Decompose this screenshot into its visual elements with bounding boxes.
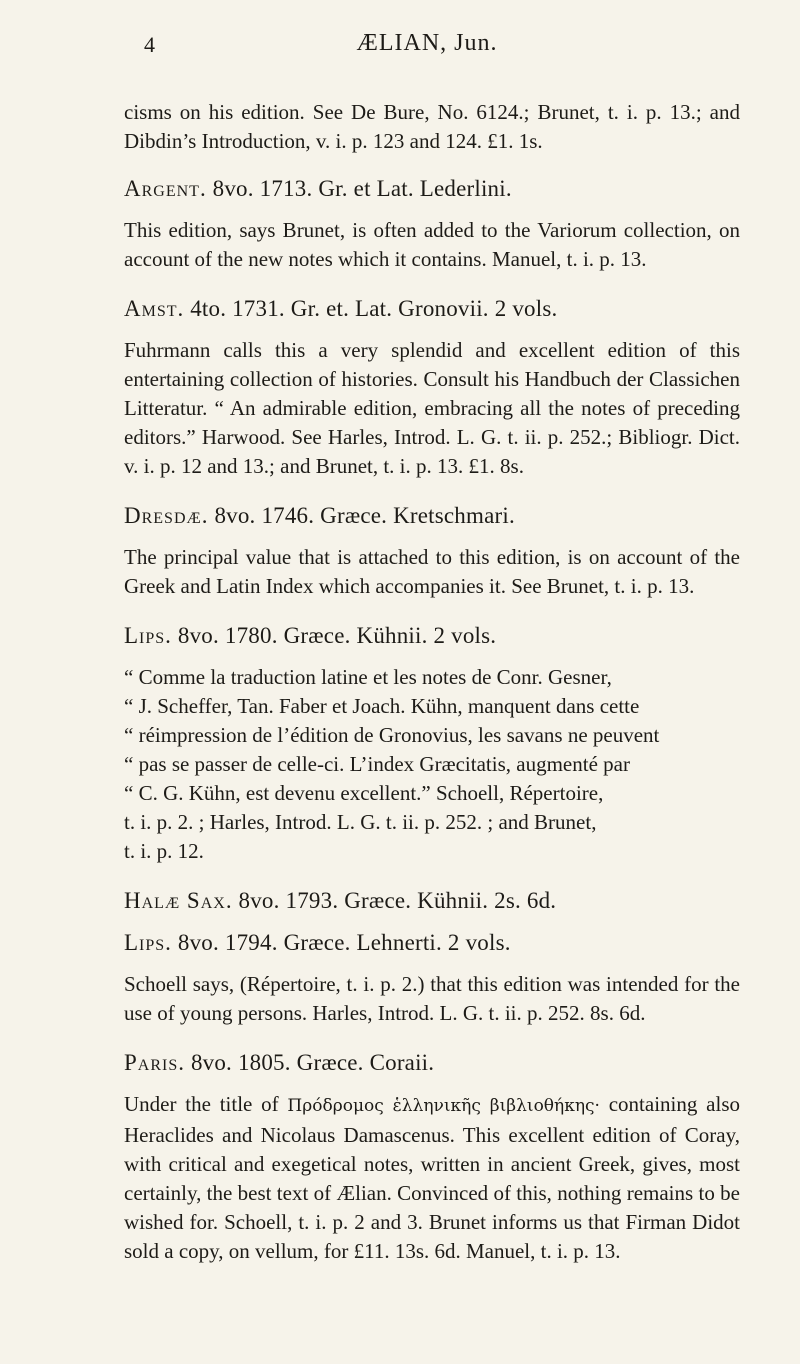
entry-amst [124, 294, 740, 481]
entry-details: 8vo. 1805. Græce. Coraii. [190, 1050, 435, 1075]
entry-body: Schoell says, (Répertoire, t. i. p. 2.) that this edition was intended for the use of young persons. Harles, Introd. L. G. t. ii. p. 252. 8s. 6d. [124, 972, 740, 1025]
entry-heading [124, 928, 740, 958]
entry-details: 4to. 1731. Gr. et. Lat. Gronovii. 2 vols. [190, 296, 558, 321]
intro-paragraph: cisms on his edition. See De Bure, No. 6124.; Brunet, t. i. p. 13.; and Dibdin’s Introduction, v. i. p. 123 and 124. £1. 1s. [124, 100, 740, 153]
entry-paris [124, 1048, 740, 1266]
page-content [124, 98, 740, 1266]
entry-body: The principal value that is attached to this edition, is on account of the Greek and Latin Index which accompanies it. See Brunet, t. i. p. 13. [124, 545, 740, 598]
quote-line: “ Comme la traduction latine et les notes de Conr. Gesner, [124, 665, 612, 689]
quote-line: “ réimpression de l’édition de Gronovius, les savans ne peuvent [124, 723, 660, 747]
entry-details: 8vo. 1794. Græce. Lehnerti. 2 vols. [177, 930, 511, 955]
entry-quote-body [124, 663, 740, 866]
entry-lips-1794 [124, 928, 740, 1028]
entry-body: Fuhrmann calls this a very splendid and excellent edition of this entertaining collection of histories. Consult his Handbuch der Classichen Litteratur. “ An admirable edition, embracing all the notes of preceding editors.” Harwood. See Harles, Introd. L. G. t. ii. p. 252.; Bibliogr. Dict. v. i. p. 12 and 13.; and Brunet, t. i. p. 13. £1. 8s. [124, 338, 740, 478]
entry-argent [124, 174, 740, 274]
entry-heading [124, 886, 740, 916]
entry-place: Argent. [124, 176, 207, 201]
entry-details: 8vo. 1746. Græce. Kretschmari. [214, 503, 515, 528]
entry-heading [124, 501, 740, 531]
entry-place: Paris. [124, 1050, 185, 1075]
entry-details: 8vo. 1793. Græce. Kühnii. 2s. 6d. [238, 888, 557, 913]
entry-body-start: Under the title of [124, 1092, 288, 1116]
entry-place: Halæ Sax. [124, 888, 233, 913]
quote-line: t. i. p. 2. ; Harles, Introd. L. G. t. ii. p. 252. ; and Brunet, [124, 810, 597, 834]
quote-line: “ pas se passer de celle-ci. L’index Græcitatis, augmenté par [124, 752, 630, 776]
greek-title: Πρόδρομος ἑλληνικῆς βιβλιοθήκης· [287, 1096, 600, 1116]
entry-heading [124, 1048, 740, 1078]
page-header-title: ÆLIAN, Jun. [356, 30, 498, 56]
entry-place: Lips. [124, 930, 172, 955]
entry-details: 8vo. 1780. Græce. Kühnii. 2 vols. [177, 623, 497, 648]
running-head [124, 30, 730, 64]
entry-place: Dresdæ. [124, 503, 209, 528]
entry-body [124, 1090, 740, 1266]
quote-line: “ C. G. Kühn, est devenu excellent.” Schoell, Répertoire, [124, 781, 604, 805]
quote-line: “ J. Scheffer, Tan. Faber et Joach. Kühn, manquent dans cette [124, 694, 640, 718]
entry-dresdae [124, 501, 740, 601]
entry-body-end: containing also Heraclides and Nicolaus Damascenus. This excellent edition of Coray, with critical and exegetical notes, written in ancient Greek, gives, most certainly, the best text of Ælian. Convinced of this, nothing remains to be wished for. Schoell, t. i. p. 2 and 3. Brunet informs us that Firman Didot sold a copy, on vellum, for £11. 13s. 6d. Manuel, t. i. p. 13. [124, 1092, 740, 1263]
entry-place: Lips. [124, 623, 172, 648]
entry-details: 8vo. 1713. Gr. et Lat. Lederlini. [212, 176, 512, 201]
entry-place: Amst. [124, 296, 185, 321]
entry-heading [124, 621, 740, 651]
entry-body: This edition, says Brunet, is often added to the Variorum collection, on account of the new notes which it contains. Manuel, t. i. p. 13. [124, 218, 740, 271]
page-number: 4 [144, 32, 156, 57]
entry-heading [124, 174, 740, 204]
entry-lips-1780 [124, 621, 740, 866]
quote-line: t. i. p. 12. [124, 839, 204, 863]
entry-halae-sax [124, 886, 740, 916]
entry-heading [124, 294, 740, 324]
